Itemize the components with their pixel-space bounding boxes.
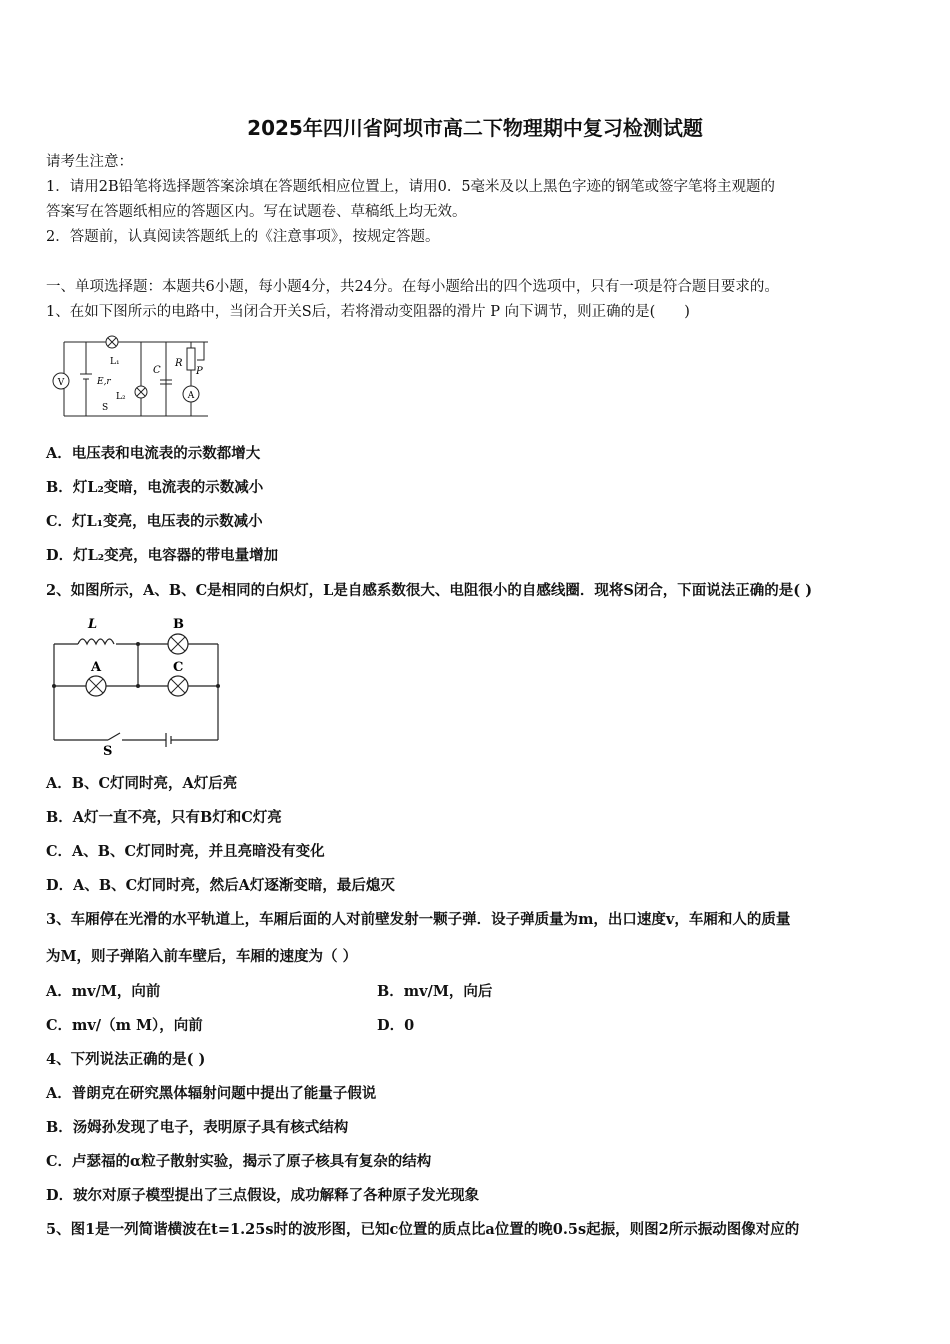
q3-option-a: A．mv/M，向前	[46, 983, 161, 1000]
q2-option-b: B．A灯一直不亮，只有B灯和C灯亮	[46, 809, 282, 826]
inductor-coil-symbol	[78, 636, 116, 648]
voltmeter-label: V	[57, 378, 65, 388]
ammeter-label: A	[187, 391, 195, 401]
notice-heading: 请考生注意：	[46, 154, 133, 170]
question-3-stem: 3、车厢停在光滑的水平轨道上，车厢后面的人对前壁发射一颗子弹．设子弹质量为m，出口速度v，车厢和人的质量	[46, 911, 791, 928]
lamp-b-symbol	[168, 634, 188, 654]
label-er: E,r	[97, 377, 111, 387]
lamp-a-symbol	[86, 676, 106, 696]
question-3-stem-cont: 为M，则子弹陷入前车壁后，车厢的速度为（ ）	[46, 948, 358, 965]
q1-option-d: D．灯L₂变亮，电容器的带电量增加	[46, 547, 279, 564]
q3-option-c: C．mv/（m M），向前	[46, 1017, 203, 1034]
q1-option-c: C．灯L₁变亮，电压表的示数减小	[46, 513, 263, 530]
label-s: S	[102, 403, 109, 413]
question-1-stem: 1、在如下图所示的电路中，当闭合开关S后，若将滑动变阻器的滑片 P 向下调节，则正确的是( )	[46, 304, 690, 320]
rheostat-symbol	[187, 348, 195, 370]
lamp-c-symbol	[168, 676, 188, 696]
q4-option-c: C．卢瑟福的α粒子散射实验，揭示了原子核具有复杂的结构	[46, 1153, 432, 1170]
label-c: C	[153, 365, 161, 376]
lamp-l2-symbol	[135, 386, 147, 398]
question-4-stem: 4、下列说法正确的是( )	[46, 1051, 206, 1068]
voltmeter-symbol	[53, 373, 69, 389]
q1-option-a: A．电压表和电流表的示数都增大	[46, 445, 261, 462]
page-title: 2025年四川省阿坝市高二下物理期中复习检测试题	[247, 116, 703, 140]
notice-item-1-cont: 答案写在答题纸相应的答题区内。写在试题卷、草稿纸上均无效。	[46, 204, 467, 220]
q3-option-b: B．mv/M，向后	[377, 983, 493, 1000]
q1-option-b: B．灯L₂变暗，电流表的示数减小	[46, 479, 264, 496]
label-c: C	[173, 660, 184, 675]
lamp-l1-symbol	[106, 336, 118, 348]
notice-item-1: 1．请用2B铅笔将选择题答案涂填在答题纸相应位置上，请用0．5毫米及以上黑色字迹的钢笔或签字笔将主观题的	[46, 179, 776, 195]
question-2-stem: 2、如图所示，A、B、C是相同的白炽灯，L是自感系数很大、电阻很小的自感线圈．现将S闭合，下面说法正确的是( )	[46, 582, 813, 599]
label-l2: L₂	[116, 392, 126, 402]
label-s: S	[103, 744, 113, 757]
label-p: P	[196, 366, 203, 377]
question-2-circuit-diagram	[46, 612, 231, 757]
label-a: A	[91, 660, 102, 675]
label-l: L	[88, 617, 98, 632]
notice-item-2: 2．答题前，认真阅读答题纸上的《注意事项》，按规定答题。	[46, 229, 440, 245]
q4-option-a: A．普朗克在研究黑体辐射问题中提出了能量子假说	[46, 1085, 377, 1102]
label-l1: L₁	[110, 357, 120, 367]
question-5-stem: 5、图1是一列简谐横波在t=1.25s时的波形图，已知c位置的质点比a位置的晚0.5s起振，则图2所示振动图像对应的	[46, 1221, 800, 1238]
q4-option-b: B．汤姆孙发现了电子，表明原子具有核式结构	[46, 1119, 349, 1136]
q2-option-d: D．A、B、C灯同时亮，然后A灯逐渐变暗，最后熄灭	[46, 877, 395, 894]
label-b: B	[173, 617, 184, 632]
section-heading: 一、单项选择题：本题共6小题，每小题4分，共24分。在每小题给出的四个选项中，只有一项是符合题目要求的。	[46, 279, 779, 295]
q2-option-a: A．B、C灯同时亮，A灯后亮	[46, 775, 238, 792]
q3-option-d: D．0	[377, 1017, 415, 1034]
question-1-circuit-diagram	[46, 330, 221, 420]
q4-option-d: D．玻尔对原子模型提出了三点假设，成功解释了各种原子发光现象	[46, 1187, 480, 1204]
ammeter-symbol	[183, 386, 199, 402]
label-r: R	[175, 358, 183, 369]
q2-option-c: C．A、B、C灯同时亮，并且亮暗没有变化	[46, 843, 325, 860]
